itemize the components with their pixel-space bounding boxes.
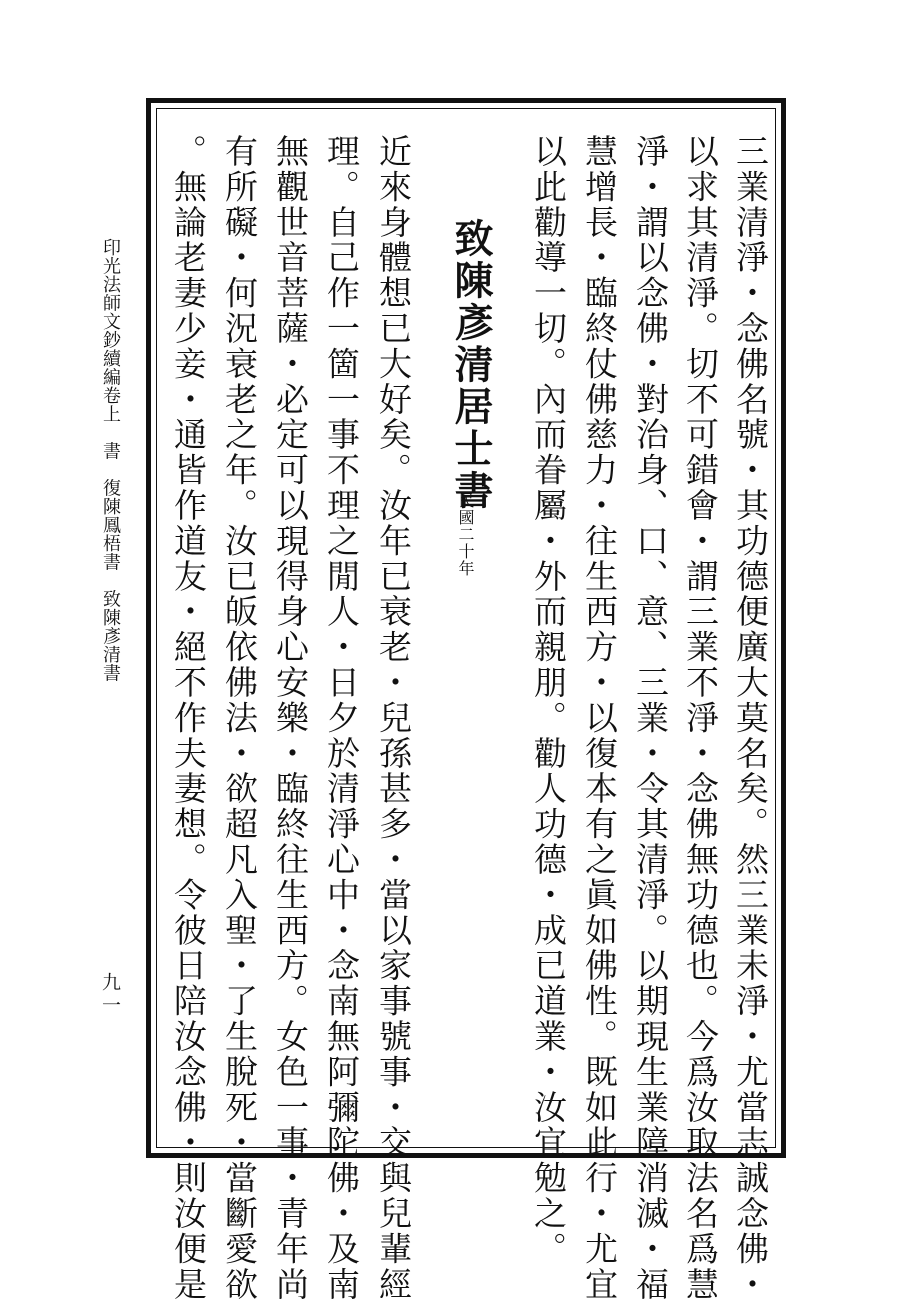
text-column: 以求其清淨。切不可錯會・謂三業不淨・念佛無功德也。今爲汝取法名爲慧 <box>681 134 720 1302</box>
text-column: 三業清淨・念佛名號・其功德便廣大莫名矣。然三業未淨・尤當志誠念佛・ <box>731 134 770 1302</box>
text-column: 無觀世音菩薩・必定可以現得身心安樂・臨終往生西方。女色一事・青年尚 <box>271 134 310 1302</box>
letter-title: 致陳彥清居士書 <box>448 218 494 512</box>
text-column: 。無論老妻少妾・通皆作道友・絕不作夫妻想。令彼日陪汝念佛・則汝便是 <box>169 134 208 1302</box>
text-column: 理。自己作一箇一事不理之閒人・日夕於清淨心中・念南無阿彌陀佛・及南 <box>322 134 361 1302</box>
text-column: 有所礙・何況衰老之年。汝已皈依佛法・欲超凡入聖・了生脫死・當斷愛欲 <box>220 134 259 1302</box>
page-number: 九一 <box>99 972 121 1018</box>
text-column: 近來身體想已大好矣。汝年已衰老・兒孫甚多・當以家事號事・交與兒輩經 <box>374 134 413 1302</box>
text-column: 慧增長・臨終仗佛慈力・往生西方・以復本有之眞如佛性。既如此行・尤宜 <box>580 134 619 1302</box>
letter-date: 民國二十年 <box>456 492 475 577</box>
text-column: 以此勸導一切。內而眷屬・外而親朋。勸人功德・成已道業・汝宜勉之。 <box>529 134 568 1267</box>
running-header: 印光法師文鈔續編卷上 書 復陳鳳梧書 致陳彥清書 <box>100 238 121 682</box>
text-column: 淨・謂以念佛・對治身、口、意、三業・令其清淨。以期現生業障消滅・福 <box>631 134 670 1302</box>
